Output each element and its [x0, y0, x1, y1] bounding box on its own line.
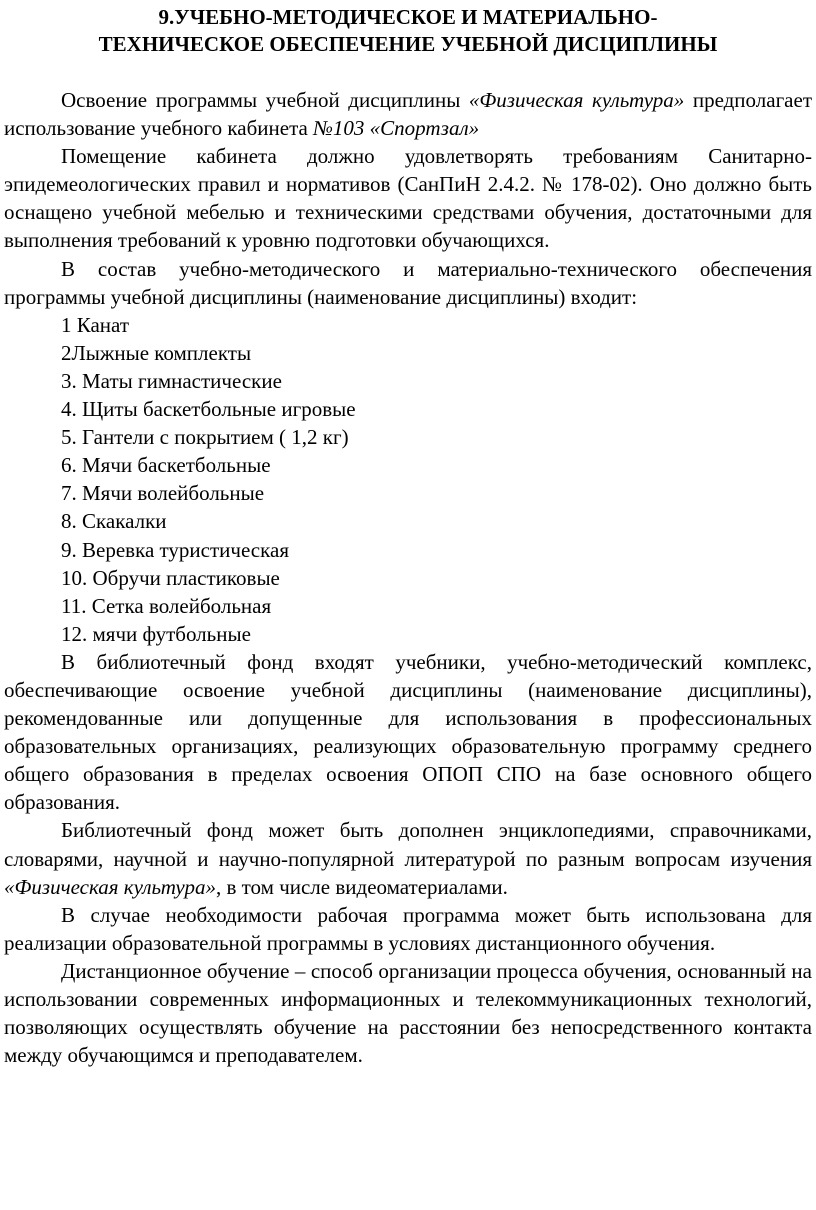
paragraph-text: Освоение программы учебной дисциплины — [61, 88, 469, 112]
list-item: 9. Веревка туристическая — [61, 537, 289, 562]
paragraph-text: Библиотечный фонд может быть дополнен энциклопедиями, справочниками, словарями, научной и научно-популярной литературой по разным вопросам изучения — [4, 818, 812, 871]
section-title — [4, 4, 812, 58]
list-item: 5. Гантели с покрытием ( 1,2 кг) — [61, 425, 349, 450]
paragraph-text: предполагает использование учебного кабинета — [4, 88, 812, 141]
equipment-list — [4, 311, 812, 648]
title-spacer — [4, 58, 812, 86]
paragraph-course-program — [4, 86, 812, 142]
paragraph-equipment-intro: В состав учебно-методического и материально-технического обеспечения программы учебной дисциплины (наименование дисциплины) входит: — [4, 256, 812, 309]
paragraph-distance-definition: Дистанционное обучение – способ организации процесса обучения, основанный на использовании современных информационных и телекоммуникационных технологий, позволяющих осуществлять обучение на расстоянии без непосредственного контакта между обучающимся и преподавателем. — [4, 958, 812, 1068]
course-name: «Физическая культура» — [468, 88, 685, 112]
list-item: 6. Мячи баскетбольные — [61, 453, 271, 478]
list-item: 10. Обручи пластиковые — [61, 565, 280, 590]
list-item: 3. Маты гимнастические — [61, 368, 282, 393]
paragraph-library-supplement — [4, 816, 812, 900]
paragraph-text: , в том числе видеоматериалами. — [215, 874, 508, 899]
list-item: 7. Мячи волейбольные — [61, 481, 265, 506]
paragraph-library-fund: В библиотечный фонд входят учебники, учебно-методический комплекс, обеспечивающие освоение учебной дисциплины (наименование дисциплины), рекомендованные или допущенные для использования в профессиональных образовательных организациях, реализующих образовательную программу среднего общего образования в пределах освоения ОПОП СПО на базе основного общего образования. — [4, 649, 812, 815]
list-item: 8. Скакалки — [61, 509, 167, 534]
paragraph-distance-use: В случае необходимости рабочая программа может быть использована для реализации образовательной программы в условиях дистанционного обучения. — [4, 902, 812, 955]
list-item: 1 Канат — [61, 312, 129, 337]
course-name: «Физическая культура» — [4, 874, 216, 899]
list-item: 11. Сетка волейбольная — [61, 593, 272, 618]
list-item: 2Лыжные комплекты — [61, 340, 252, 365]
room-name: №103 «Спортзал» — [313, 116, 480, 141]
list-item: 4. Щиты баскетбольные игровые — [61, 397, 356, 422]
list-item: 12. мячи футбольные — [61, 621, 251, 646]
paragraph-room-requirements: Помещение кабинета должно удовлетворять требованиям Санитарно-эпидемеологических правил и нормативов (СанПиН 2.4.2. № 178-02). Оно должно быть оснащено учебной мебелью и техническими средствами обучения, достаточными для выполнения требований к уровню подготовки обучающихся. — [4, 144, 812, 253]
section-title-line-1: 9.УЧЕБНО-МЕТОДИЧЕСКОЕ И МАТЕРИАЛЬНО- — [158, 5, 658, 29]
section-title-line-2: ТЕХНИЧЕСКОЕ ОБЕСПЕЧЕНИЕ УЧЕБНОЙ ДИСЦИПЛИНЫ — [98, 32, 718, 56]
